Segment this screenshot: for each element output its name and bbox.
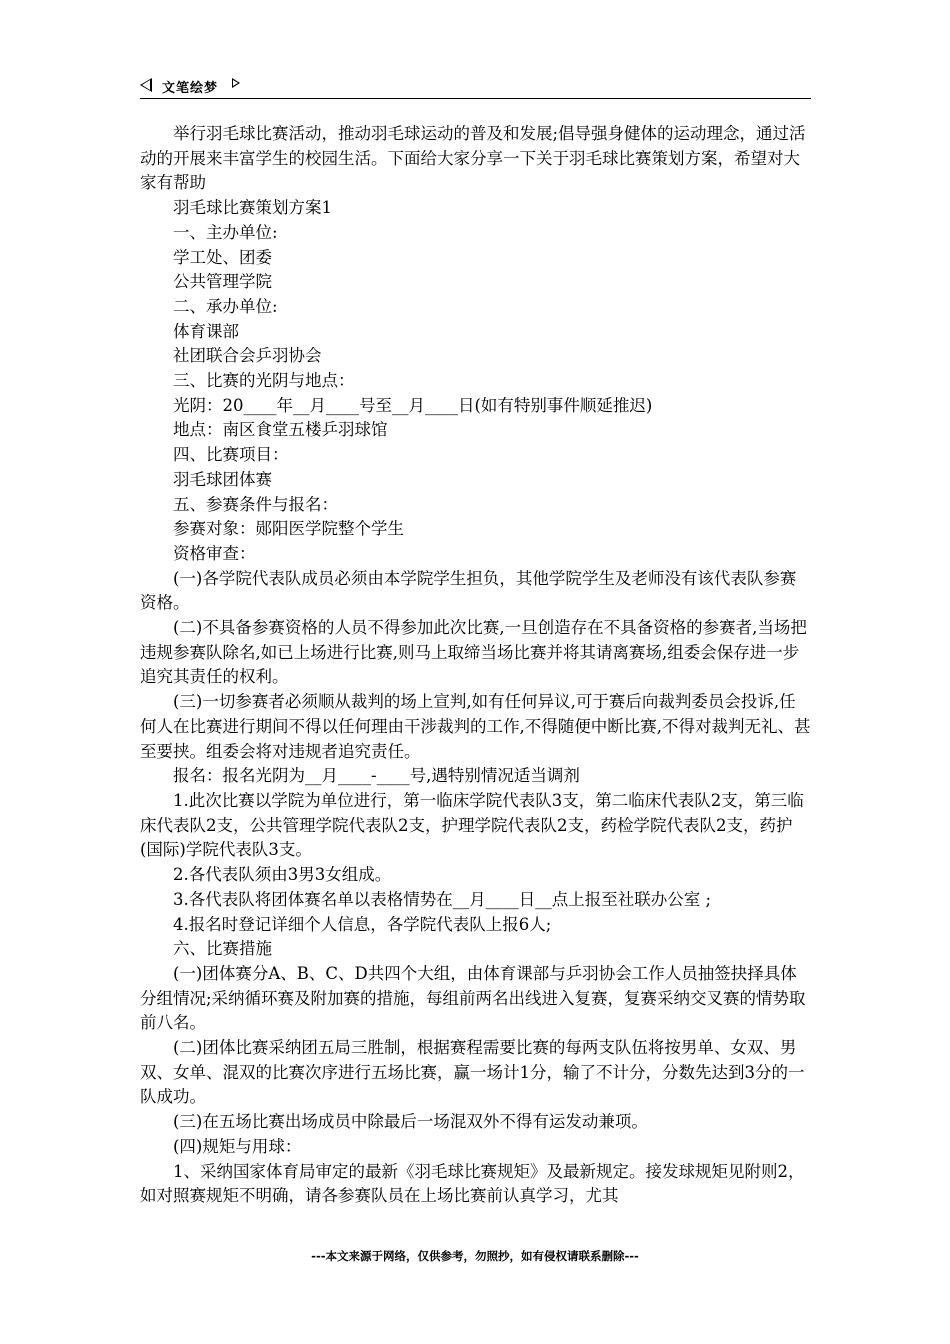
paragraph: 三、比赛的光阴与地点：	[173, 371, 355, 391]
paragraph: 一、主办单位:	[173, 222, 278, 242]
page-footer: ---本文来源于网络，仅供参考，勿照抄，如有侵权请联系删除---	[311, 1249, 639, 1263]
paragraph: 公共管理学院	[173, 272, 272, 292]
paragraph: 羽毛球团体赛	[173, 469, 272, 489]
paragraph: 参赛对象：郧阳医学院整个学生	[173, 519, 404, 539]
paragraph: 五、参赛条件与报名：	[173, 494, 338, 514]
triangle-right-icon	[232, 78, 240, 88]
paragraph: 报名：报名光阴为__月____-____号,遇特别情况适当调剂	[173, 766, 580, 786]
paragraph: 资格审查：	[173, 543, 256, 563]
paragraph: (一)团体赛分A、B、C、D共四个大组，由体育课部与乒羽协会工作人员抽签抉择具体分组情况;采纳循环赛及附加赛的措施，每组前两名出线进入复赛，复赛采纳交叉赛的情势取前八名。	[140, 963, 806, 1033]
paragraph: 1.此次比赛以学院为单位进行，第一临床学院代表队3支，第二临床代表队2支，第三临床代表队2支，公共管理学院代表队2支，护理学院代表队2支，药检学院代表队2支，药护(国际)学院代表队3支。	[140, 790, 804, 860]
paragraph: (二)不具备参赛资格的人员不得参加此次比赛,一旦创造存在不具备资格的参赛者,当场把违规参赛队除名,如已上场进行比赛,则马上取缔当场比赛并将其请离赛场,组委会保存进一步追究其责任的权利。	[140, 618, 807, 687]
paragraph: 二、承办单位:	[173, 296, 278, 316]
paragraph: 六、比赛措施	[173, 939, 272, 959]
triangle-left-icon	[140, 78, 152, 92]
paragraph: 1、采纳国家体育局审定的最新《羽毛球比赛规矩》及最新规定。接发球规矩见附则2，如对照赛规矩不明确，请各参赛队员在上场比赛前认真学习，尤其	[140, 1161, 805, 1206]
paragraph: 羽毛球比赛策划方案1	[173, 198, 332, 218]
paragraph: (三)一切参赛者必须顺从裁判的场上宣判,如有任何异议,可于赛后向裁判委员会投诉,任何人在比赛进行期间不得以任何理由干涉裁判的工作,不得随便中断比赛,不得对裁判无礼、甚至要挟。组委会将对违规者追究责任。	[140, 692, 811, 761]
paragraph: 2.各代表队须由3男3女组成。	[173, 865, 392, 885]
paragraph: 学工处、团委	[173, 247, 272, 267]
paragraph: 四、比赛项目：	[173, 445, 289, 465]
header-brand: 文笔绘梦	[162, 81, 219, 96]
paragraph: 社团联合会乒羽协会	[173, 346, 322, 366]
paragraph: 光阴：20____年__月____号至__月____日(如有特别事件顺延推迟)	[173, 395, 653, 415]
paragraph: (四)规矩与用球：	[173, 1136, 302, 1156]
header-divider	[140, 98, 811, 99]
paragraph: 举行羽毛球比赛活动，推动羽毛球运动的普及和发展;倡导强身健体的运动理念，通过活动的开展来丰富学生的校园生活。下面给大家分享一下关于羽毛球比赛策划方案，希望对大家有帮助	[140, 124, 806, 193]
paragraph: 体育课部	[173, 321, 239, 341]
page-header	[140, 74, 811, 98]
paragraph: 地点：南区食堂五楼乒羽球馆	[173, 420, 388, 440]
document-body	[140, 122, 812, 1209]
paragraph: (三)在五场比赛出场成员中除最后一场混双外不得有运发动兼项。	[173, 1112, 648, 1132]
paragraph: 4.报名时登记详细个人信息，各学院代表队上报6人;	[173, 914, 552, 934]
paragraph: (一)各学院代表队成员必须由本学院学生担负，其他学院学生及老师没有该代表队参赛资格。	[140, 568, 797, 613]
paragraph: (二)团体比赛采纳团五局三胜制，根据赛程需要比赛的每两支队伍将按男单、女双、男双、女单、混双的比赛次序进行五场比赛，赢一场计1分，输了不计分，分数先达到3分的一队成功。	[140, 1038, 805, 1107]
paragraph: 3.各代表队将团体赛名单以表格情势在__月____日__点上报至社联办公室 ;	[173, 889, 712, 909]
